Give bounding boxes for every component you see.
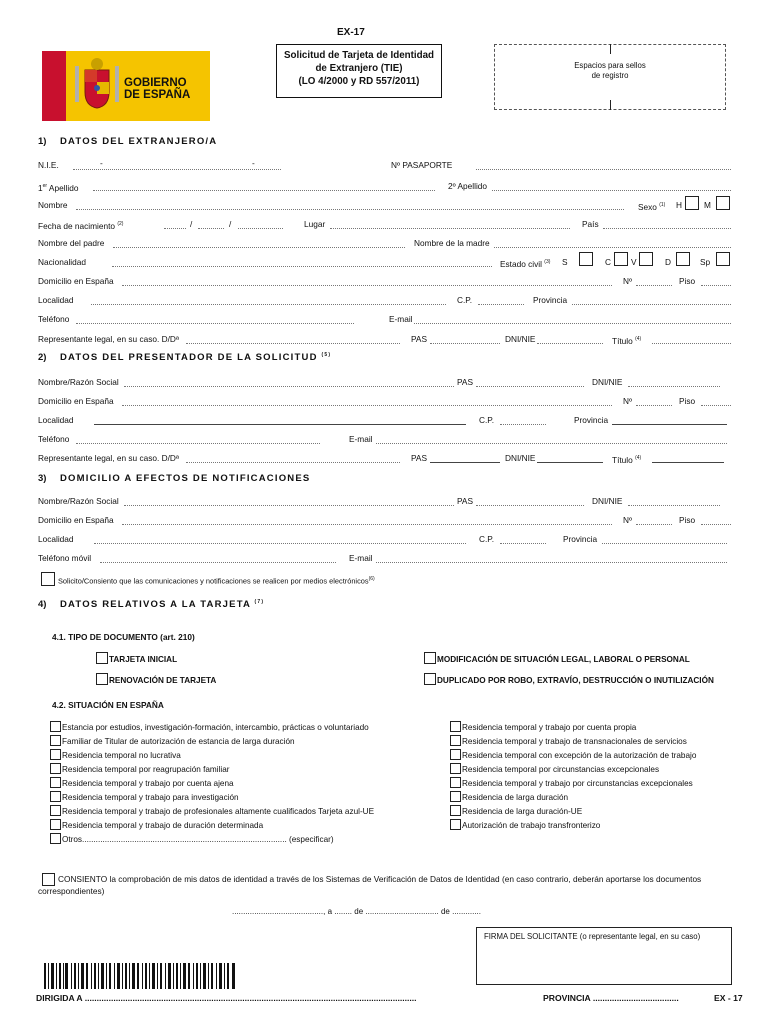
sex-h-label: H <box>676 200 682 210</box>
identity-verification-text-2: correspondientes) <box>38 886 105 896</box>
phone-label: Teléfono <box>38 314 70 324</box>
number-field[interactable] <box>636 285 672 286</box>
presenter-rep-dni-label: DNI/NIE <box>505 453 536 463</box>
doc-type-checkbox[interactable] <box>96 652 108 664</box>
notif-locality-field[interactable] <box>94 543 466 544</box>
situation-checkbox[interactable] <box>450 763 461 774</box>
notif-province-field[interactable] <box>602 543 727 544</box>
situation-option[interactable]: Residencia de larga duración-UE <box>450 805 582 817</box>
pas-label: PAS <box>411 334 427 344</box>
presenter-rep-dni-field[interactable] <box>537 462 603 463</box>
title-line-1: Solicitud de Tarjeta de Identidad <box>283 50 435 61</box>
situation-checkbox[interactable] <box>50 805 61 816</box>
presenter-number-label: Nº <box>623 396 633 406</box>
situation-option[interactable]: Residencia temporal no lucrativa <box>50 749 181 761</box>
passport-field[interactable] <box>476 169 731 170</box>
date-place-line[interactable]: ........................................., a ........ de ................................. de ............. <box>232 907 481 916</box>
notif-floor-label: Piso <box>679 515 696 525</box>
presenter-locality-label: Localidad <box>38 415 74 425</box>
presenter-phone-field[interactable] <box>76 443 320 444</box>
footer-province-line[interactable]: PROVINCIA .................................... <box>543 993 679 1003</box>
situation-checkbox[interactable] <box>450 749 461 760</box>
situation-option[interactable]: Residencia temporal y trabajo de profesionales altamente cualificados Tarjeta azul-UE <box>50 805 374 817</box>
presenter-dni-label: DNI/NIE <box>592 377 623 387</box>
situation-option[interactable]: Familiar de Titular de autorización de estancia de larga duración <box>50 735 295 747</box>
section-3-heading: 3) DOMICILIO A EFECTOS DE NOTIFICACIONES <box>38 473 311 484</box>
notif-locality-label: Localidad <box>38 534 74 544</box>
presenter-name-label: Nombre/Razón Social <box>38 377 119 387</box>
situation-option[interactable]: Residencia temporal y trabajo por cuenta propia <box>450 721 636 733</box>
surname1-label: 1er Apellido <box>38 182 79 193</box>
nie-label: N.I.E. <box>38 160 59 170</box>
nie-dash-2: - <box>252 158 255 168</box>
section-4-heading: 4) DATOS RELATIVOS A LA TARJETA $^{(7)}$ <box>38 599 265 611</box>
situation-option[interactable]: Residencia temporal y trabajo de duración determinada <box>50 819 263 831</box>
father-label: Nombre del padre <box>38 238 105 248</box>
presenter-email-label: E-mail <box>349 434 373 444</box>
situation-checkbox[interactable] <box>450 819 461 830</box>
father-field[interactable] <box>113 247 405 248</box>
situation-option[interactable]: Residencia temporal y trabajo por circunstancias excepcionales <box>450 777 693 789</box>
presenter-title-field[interactable] <box>652 462 724 463</box>
addressed-to-line[interactable]: DIRIGIDA A ........................................................................................................................................... <box>36 993 417 1003</box>
situation-checkbox[interactable] <box>50 763 61 774</box>
notif-mobile-field[interactable] <box>100 562 336 563</box>
mother-field[interactable] <box>494 247 731 248</box>
presenter-pas-label: PAS <box>457 377 473 387</box>
pas-field[interactable] <box>430 343 500 344</box>
signature-label: FIRMA DEL SOLICITANTE (o representante legal, en su caso) <box>484 932 701 941</box>
address-field[interactable] <box>122 285 612 286</box>
presenter-name-field[interactable] <box>124 386 454 387</box>
situation-option[interactable]: Residencia temporal con excepción de la autorización de trabajo <box>450 749 696 761</box>
notif-number-label: Nº <box>623 515 633 525</box>
nationality-label: Nacionalidad <box>38 257 86 267</box>
situation-checkbox[interactable] <box>450 805 461 816</box>
doc-type-option[interactable]: DUPLICADO POR ROBO, EXTRAVÍO, DESTRUCCIÓN O INUTILIZACIÓN <box>424 673 714 686</box>
birth-day-field[interactable] <box>164 228 186 229</box>
email-label: E-mail <box>389 314 413 324</box>
presenter-number-field[interactable] <box>636 405 672 406</box>
province-label: Provincia <box>533 295 568 305</box>
postal-code-field[interactable] <box>478 304 524 305</box>
province-field[interactable] <box>572 304 731 305</box>
nationality-field[interactable] <box>112 266 492 267</box>
doc-type-option[interactable]: RENOVACIÓN DE TARJETA <box>96 673 216 686</box>
slash-1: / <box>190 219 193 229</box>
situation-checkbox[interactable] <box>450 791 461 802</box>
notif-pas-label: PAS <box>457 496 473 506</box>
phone-field[interactable] <box>76 323 354 324</box>
birthplace-label: Lugar <box>304 219 326 229</box>
slash-2: / <box>229 219 232 229</box>
legal-rep-field[interactable] <box>186 343 400 344</box>
civil-s-label: S <box>562 257 568 267</box>
birth-month-field[interactable] <box>198 228 224 229</box>
situation-option[interactable]: Residencia de larga duración <box>450 791 568 803</box>
stamp-text-1: Espacios para sellos <box>574 61 646 70</box>
notif-email-label: E-mail <box>349 553 373 563</box>
notif-province-label: Provincia <box>563 534 598 544</box>
situation-option[interactable]: Residencia temporal y trabajo para investigación <box>50 791 239 803</box>
postal-code-label: C.P. <box>457 295 473 305</box>
doc-type-option[interactable]: MODIFICACIÓN DE SITUACIÓN LEGAL, LABORAL O PERSONAL <box>424 652 690 665</box>
nie-dash: - <box>100 158 103 168</box>
surname2-label: 2º Apellido <box>448 181 488 191</box>
situation-option-other[interactable]: Otros.......................................................................................... (especificar) <box>50 833 334 845</box>
civil-sp-checkbox[interactable] <box>716 252 730 266</box>
notif-mobile-label: Teléfono móvil <box>38 553 92 563</box>
situation-option[interactable]: Residencia temporal y trabajo de transnacionales de servicios <box>450 735 687 747</box>
civil-s-checkbox[interactable] <box>579 252 593 266</box>
presenter-dni-field[interactable] <box>628 386 720 387</box>
civil-sp-label: Sp <box>700 257 711 267</box>
doc-type-option[interactable]: TARJETA INICIAL <box>96 652 177 665</box>
locality-label: Localidad <box>38 295 74 305</box>
sex-label: Sexo $^{(1)}$ <box>638 201 666 212</box>
title-box <box>276 44 442 98</box>
mother-label: Nombre de la madre <box>414 238 490 248</box>
title-field[interactable] <box>652 343 731 344</box>
situation-checkbox[interactable] <box>50 749 61 760</box>
presenter-pas-field[interactable] <box>476 386 584 387</box>
signature-box[interactable] <box>476 927 732 985</box>
logo-text-1: GOBIERNO <box>124 77 187 89</box>
email-field[interactable] <box>414 323 731 324</box>
doc-type-checkbox[interactable] <box>424 652 436 664</box>
presenter-province-field[interactable] <box>612 424 727 425</box>
section-2-heading: 2) DATOS DEL PRESENTADOR DE LA SOLICITUD $^{(5)}$ <box>38 352 332 364</box>
identity-verification-checkbox[interactable] <box>42 873 55 886</box>
presenter-rep-pas-label: PAS <box>411 453 427 463</box>
presenter-title-label: Título $^{(4)}$ <box>612 454 642 465</box>
civil-c-label: C <box>605 257 611 267</box>
sex-m-label: M <box>704 200 711 210</box>
presenter-cp-field[interactable] <box>500 424 546 425</box>
notif-address-field[interactable] <box>122 524 612 525</box>
presenter-address-label: Domicilio en España <box>38 396 114 406</box>
situation-checkbox[interactable] <box>50 791 61 802</box>
notif-cp-label: C.P. <box>479 534 495 544</box>
floor-label: Piso <box>679 276 696 286</box>
dni-field[interactable] <box>537 343 603 344</box>
stamp-text-2: de registro <box>591 71 629 80</box>
presenter-address-field[interactable] <box>122 405 612 406</box>
nie-field[interactable] <box>73 169 281 170</box>
name-field[interactable] <box>76 209 624 210</box>
presenter-phone-label: Teléfono <box>38 434 70 444</box>
civil-d-checkbox[interactable] <box>676 252 690 266</box>
electronic-notif-checkbox[interactable] <box>41 572 55 586</box>
notif-cp-field[interactable] <box>500 543 546 544</box>
country-label: País <box>582 219 599 229</box>
situation-checkbox[interactable] <box>50 819 61 830</box>
situation-checkbox[interactable] <box>50 833 61 844</box>
presenter-floor-field[interactable] <box>701 405 731 406</box>
sex-h-checkbox[interactable] <box>685 196 699 210</box>
situation-checkbox[interactable] <box>450 777 461 788</box>
logo-text-2: DE ESPAÑA <box>124 89 191 101</box>
notif-floor-field[interactable] <box>701 524 731 525</box>
situation-heading: 4.2. SITUACIÓN EN ESPAÑA <box>52 700 164 710</box>
floor-field[interactable] <box>701 285 731 286</box>
situation-checkbox[interactable] <box>50 735 61 746</box>
situation-option[interactable]: Residencia temporal por reagrupación familiar <box>50 763 229 775</box>
sex-m-checkbox[interactable] <box>716 196 730 210</box>
situation-option[interactable]: Autorización de trabajo transfronterizo <box>450 819 600 831</box>
birthdate-label: Fecha de nacimiento $^{(2)}$ <box>38 220 124 231</box>
presenter-floor-label: Piso <box>679 396 696 406</box>
presenter-rep-pas-field[interactable] <box>430 462 500 463</box>
electronic-notif-label: Solicito/Consiento que las comunicaciones y notificaciones se realicen por medios electrónicos$^{(6)}$ <box>58 576 375 586</box>
situation-option[interactable]: Estancia por estudios, investigación-formación, intercambio, prácticas o voluntariado <box>50 721 369 733</box>
country-field[interactable] <box>603 228 731 229</box>
legal-rep-label: Representante legal, en su caso. D/Dª <box>38 334 179 344</box>
surname1-field[interactable] <box>93 190 435 191</box>
birthplace-field[interactable] <box>330 228 570 229</box>
address-label: Domicilio en España <box>38 276 114 286</box>
civil-status-label: Estado civil $^{(3)}$ <box>500 258 551 269</box>
birth-year-field[interactable] <box>238 228 283 229</box>
presenter-province-label: Provincia <box>574 415 609 425</box>
name-label: Nombre <box>38 200 68 210</box>
situation-option[interactable]: Residencia temporal y trabajo por cuenta ajena <box>50 777 234 789</box>
notif-number-field[interactable] <box>636 524 672 525</box>
surname2-field[interactable] <box>492 190 731 191</box>
presenter-rep-field[interactable] <box>186 462 400 463</box>
notif-email-field[interactable] <box>376 562 727 563</box>
notif-name-label: Nombre/Razón Social <box>38 496 119 506</box>
civil-v-label: V <box>631 257 637 267</box>
doc-type-checkbox[interactable] <box>96 673 108 685</box>
situation-checkbox[interactable] <box>50 721 61 732</box>
notif-pas-field[interactable] <box>476 505 584 506</box>
situation-checkbox[interactable] <box>50 777 61 788</box>
dni-label: DNI/NIE <box>505 334 536 344</box>
government-logo <box>42 51 210 121</box>
presenter-locality-field[interactable] <box>94 424 466 425</box>
situation-checkbox[interactable] <box>450 735 461 746</box>
situation-option[interactable]: Residencia temporal por circunstancias excepcionales <box>450 763 659 775</box>
presenter-cp-label: C.P. <box>479 415 495 425</box>
title-line-2: de Extranjero (TIE) <box>315 63 403 74</box>
identity-verification-text: CONSIENTO la comprobación de mis datos de identidad a través de los Sistemas de Verificación de Datos de Identidad (en caso contrario, deberán aportarse los documentos <box>58 874 702 884</box>
barcode-icon <box>44 963 236 989</box>
civil-d-label: D <box>665 257 671 267</box>
presenter-rep-label: Representante legal, en su caso. D/Dª <box>38 453 179 463</box>
form-code: EX-17 <box>337 27 365 38</box>
notif-dni-label: DNI/NIE <box>592 496 623 506</box>
civil-v-checkbox[interactable] <box>639 252 653 266</box>
title-line-3: (LO 4/2000 y RD 557/2011) <box>298 76 420 87</box>
title-label: Título $^{(4)}$ <box>612 335 642 346</box>
passport-label: Nº PASAPORTE <box>391 160 453 170</box>
number-label: Nº <box>623 276 633 286</box>
coat-of-arms-icon <box>72 56 122 116</box>
notif-dni-field[interactable] <box>628 505 720 506</box>
footer-form-code: EX - 17 <box>714 993 743 1003</box>
notif-address-label: Domicilio en España <box>38 515 114 525</box>
civil-c-checkbox[interactable] <box>614 252 628 266</box>
registry-stamp-area <box>494 44 726 110</box>
situation-checkbox[interactable] <box>450 721 461 732</box>
presenter-email-field[interactable] <box>376 443 727 444</box>
locality-field[interactable] <box>91 304 446 305</box>
notif-name-field[interactable] <box>124 505 454 506</box>
section-1-heading: 1) DATOS DEL EXTRANJERO/A <box>38 136 218 147</box>
doc-type-heading: 4.1. TIPO DE DOCUMENTO (art. 210) <box>52 632 195 642</box>
doc-type-checkbox[interactable] <box>424 673 436 685</box>
